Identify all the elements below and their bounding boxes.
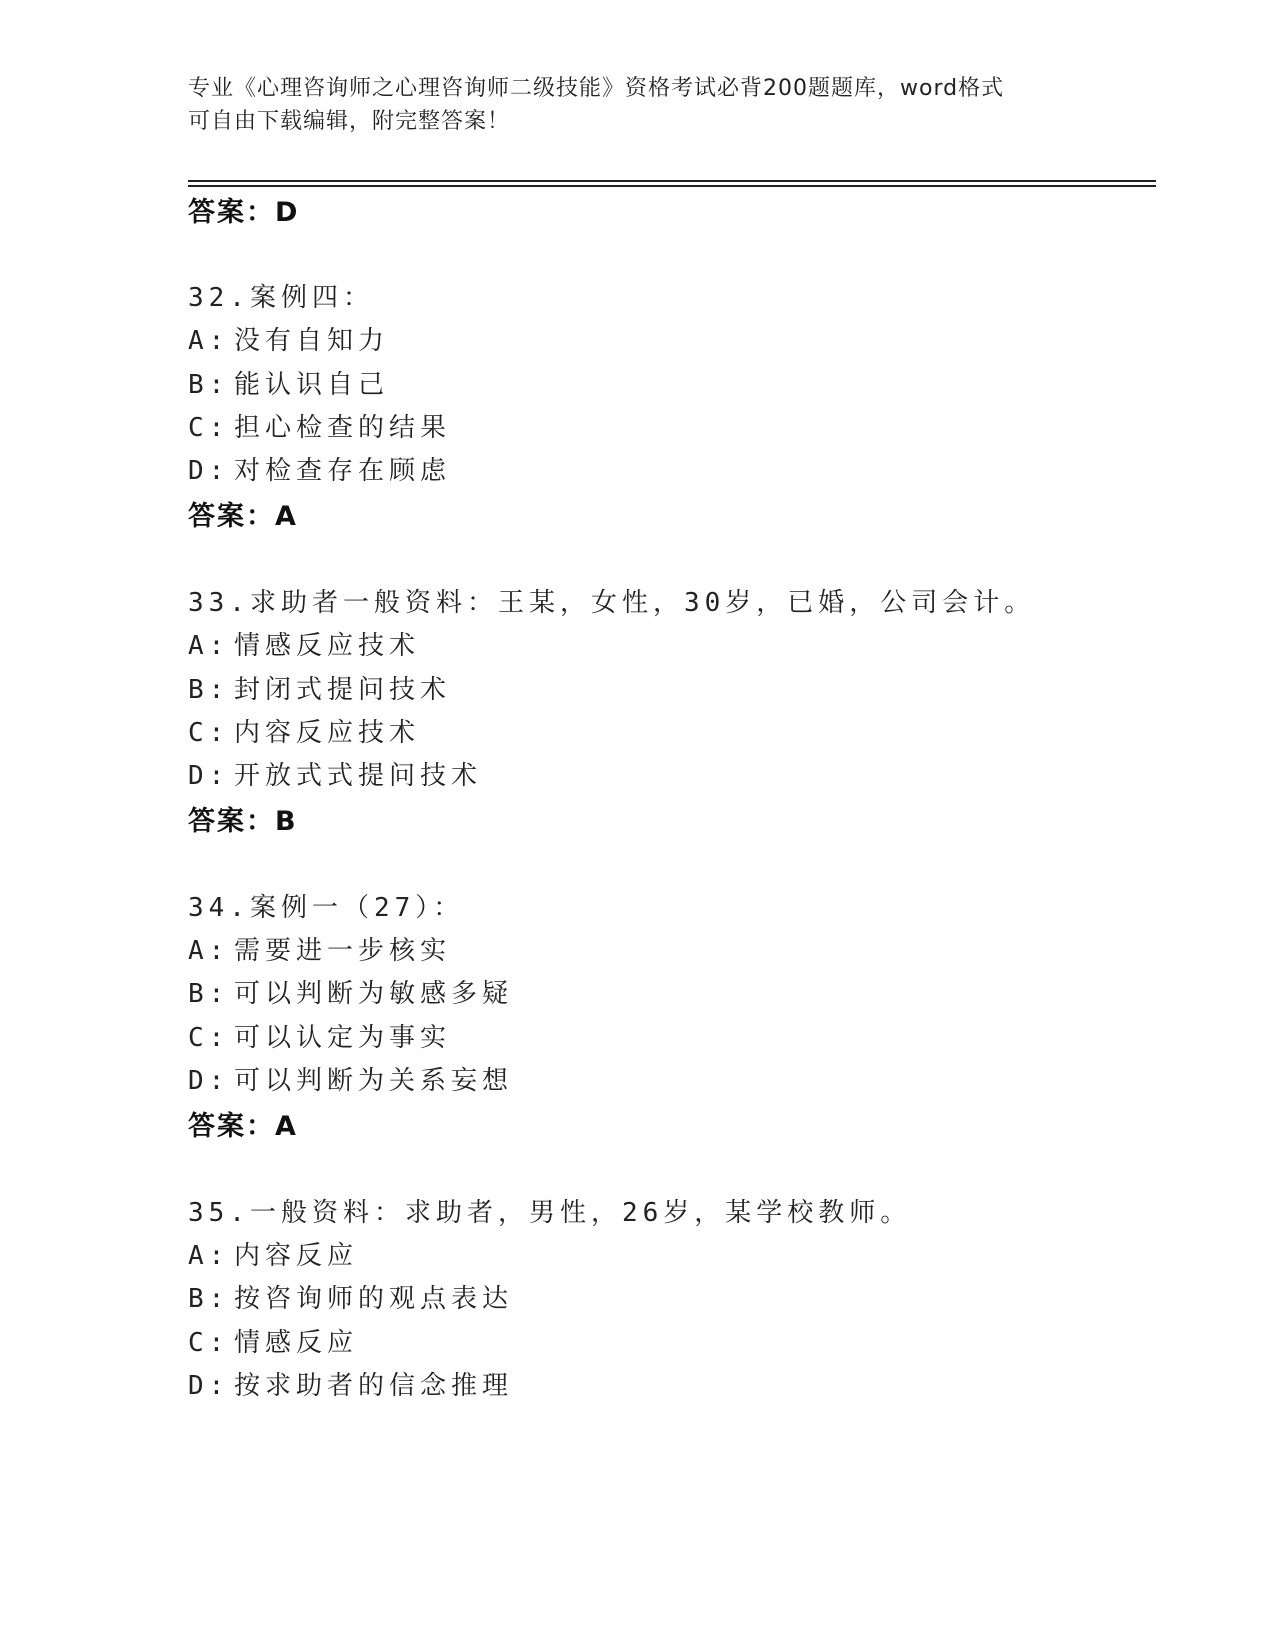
option-letter: B:: [188, 1284, 230, 1314]
option-letter: D:: [188, 761, 230, 791]
option-text: 对检查存在顾虑: [234, 456, 452, 486]
answer: 答案：B: [188, 806, 298, 837]
option-text: 可以判断为敏感多疑: [234, 979, 514, 1009]
option-text: 需要进一步核实: [234, 936, 452, 966]
header-rule-top: [188, 180, 1156, 182]
option-letter: B:: [188, 979, 230, 1009]
option-d: [188, 1365, 513, 1402]
option-letter: A:: [188, 326, 230, 356]
option-b: [188, 364, 389, 401]
option-text: 可以判断为关系妄想: [234, 1066, 514, 1096]
question-title: 32.案例四：: [188, 283, 374, 313]
option-a: [188, 1235, 358, 1272]
option-d: [188, 1060, 513, 1097]
option-text: 内容反应: [234, 1241, 359, 1271]
option-letter: A:: [188, 936, 230, 966]
option-text: 没有自知力: [234, 326, 390, 356]
option-letter: C:: [188, 718, 230, 748]
option-text: 封闭式提问技术: [234, 675, 452, 705]
option-a: [188, 625, 420, 662]
option-letter: D:: [188, 1066, 230, 1096]
option-letter: D:: [188, 1371, 230, 1401]
option-letter: C:: [188, 1023, 230, 1053]
option-letter: A:: [188, 1241, 230, 1271]
option-letter: A:: [188, 631, 230, 661]
option-b: [188, 973, 513, 1010]
option-text: 按咨询师的观点表达: [234, 1284, 514, 1314]
header-line-2: 可自由下载编辑，附完整答案！: [188, 109, 511, 134]
option-c: [188, 712, 420, 749]
question-title: 35.一般资料：求助者，男性，26岁，某学校教师。: [188, 1198, 912, 1228]
option-letter: D:: [188, 456, 230, 486]
previous-answer: 答案：D: [188, 197, 300, 228]
header-rule-bottom: [188, 185, 1156, 187]
option-d: [188, 755, 482, 792]
option-c: [188, 1322, 358, 1359]
option-c: [188, 407, 451, 444]
answer: 答案：A: [188, 1111, 298, 1142]
document-header: [188, 72, 1088, 138]
option-text: 按求助者的信念推理: [234, 1371, 514, 1401]
option-c: [188, 1017, 451, 1054]
option-letter: B:: [188, 675, 230, 705]
question-title: 33.求助者一般资料：王某，女性，30岁，已婚，公司会计。: [188, 588, 1036, 618]
option-b: [188, 669, 451, 706]
option-letter: C:: [188, 413, 230, 443]
option-letter: C:: [188, 1328, 230, 1358]
option-d: [188, 450, 451, 487]
option-letter: B:: [188, 370, 230, 400]
option-text: 情感反应: [234, 1328, 359, 1358]
option-text: 情感反应技术: [234, 631, 421, 661]
header-line-1: 专业《心理咨询师之心理咨询师二级技能》资格考试必背200题题库，word格式: [188, 76, 1005, 101]
option-a: [188, 320, 389, 357]
option-text: 可以认定为事实: [234, 1023, 452, 1053]
option-text: 开放式式提问技术: [234, 761, 483, 791]
option-text: 内容反应技术: [234, 718, 421, 748]
option-b: [188, 1278, 513, 1315]
option-a: [188, 930, 451, 967]
option-text: 能认识自己: [234, 370, 390, 400]
answer: 答案：A: [188, 501, 298, 532]
question-title: 34.案例一（27）：: [188, 893, 465, 923]
option-text: 担心检查的结果: [234, 413, 452, 443]
